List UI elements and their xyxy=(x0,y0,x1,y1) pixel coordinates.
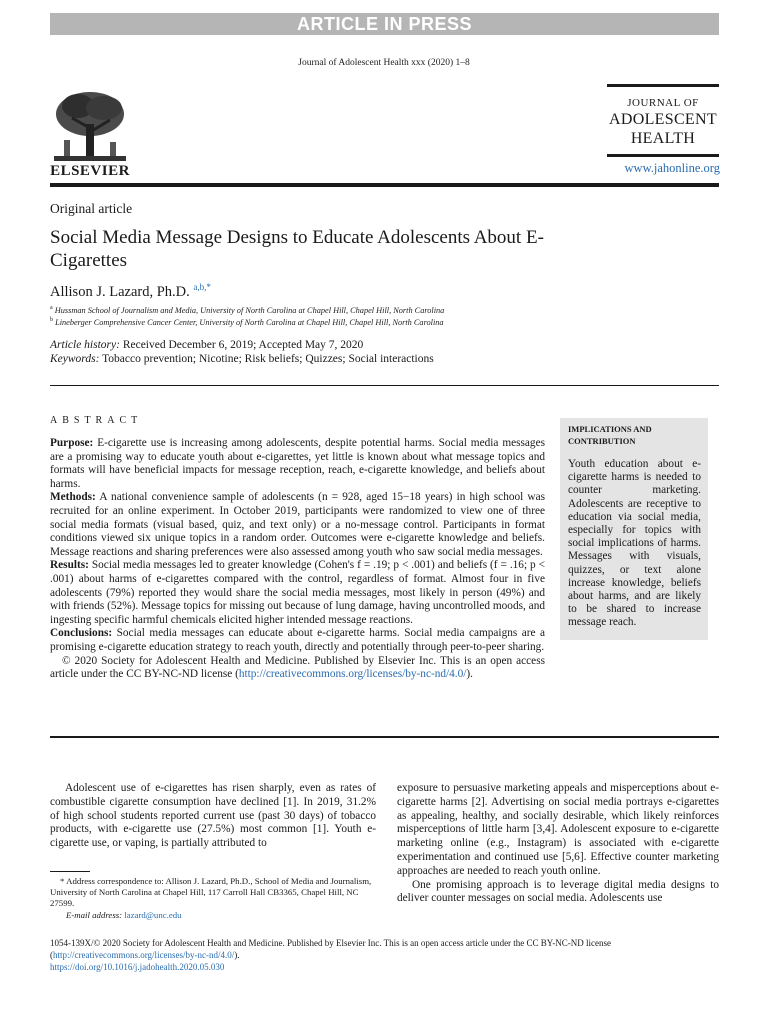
masthead-line-3: HEALTH xyxy=(630,130,696,147)
copyright-end: ). xyxy=(466,668,474,681)
header-divider xyxy=(50,183,719,187)
article-in-press-banner: ARTICLE IN PRESS xyxy=(50,13,719,35)
conclusions-label: Conclusions: xyxy=(50,627,113,640)
masthead-line-1: JOURNAL OF xyxy=(627,97,699,109)
abstract-body xyxy=(50,437,545,682)
copyright-text: © 2020 Society for Adolescent Health and Medicine. Published by Elsevier Inc. This is an open access article under the CC BY-NC-ND license ( xyxy=(50,654,545,681)
affiliation-a xyxy=(50,305,444,315)
abstract-copyright xyxy=(50,655,545,682)
footer-license-link[interactable]: http://creativecommons.org/licenses/by-nc-nd/4.0/ xyxy=(53,950,235,960)
abstract-methods xyxy=(50,491,545,559)
masthead-line-2: ADOLESCENT xyxy=(609,111,717,128)
author-name: Allison J. Lazard, Ph.D. xyxy=(50,283,190,300)
abstract-top-rule xyxy=(50,385,719,386)
doi-link[interactable]: https://doi.org/10.1016/j.jadohealth.2020.05.030 xyxy=(50,962,225,972)
affiliation-mark: b xyxy=(50,317,53,323)
results-text: Social media messages led to greater knowledge (Cohen's f = .19; p < .001) and beliefs (f = .16; p < .001) about harms of e-cigarettes compared with the control, regardless of format. Almost four in five adolescents (79%) reported they would share the social media messages, most likely in person (49%) and with friends (52%). Message topics for missing out because of lung damage, having uncontrolled moods, and ingesting specific harmful chemicals elicited higher intended message reactions. xyxy=(50,559,545,626)
journal-citation-line: Journal of Adolescent Health xxx (2020) 1–8 xyxy=(298,58,470,68)
footnote-rule xyxy=(50,871,90,872)
history-label: Article history: xyxy=(50,339,120,351)
keywords-text: Tobacco prevention; Nicotine; Risk beliefs; Quizzes; Social interactions xyxy=(102,353,434,365)
purpose-label: Purpose: xyxy=(50,437,94,449)
abstract-bottom-rule xyxy=(50,736,719,738)
intro-paragraph: Adolescent use of e-cigarettes has risen sharply, even as rates of combustible cigarette consumption have declined [1]. In 2019, 31.2% of high school students reported current use (past 30 days) of tobacco products, with e-cigarette use (27.5%) most common [1]. Youth e-cigarette use, or vaping, is partially attributed to xyxy=(50,782,376,850)
page-footer xyxy=(50,937,719,973)
conclusions-text: Social media messages can educate about e-cigarette harms. Social media campaigns are a promising e-cigarette education strategy to reach youth, directly and potentially through peer-to-peer sharing. xyxy=(50,627,545,653)
correspondence-footnote xyxy=(50,876,376,921)
abstract-heading: ABSTRACT xyxy=(50,415,143,426)
body-paragraph: exposure to persuasive marketing appeals and misperceptions about e-cigarette harms [2]. Advertising on social media portrays e-cigarettes as appealing, healthy, and socially desirable, which likely reinforces misperceptions of little harm [3,4]. Adolescent exposure to e-cigarette marketing online (e.g., Instagram) is associated with e-cigarette experimentation and continued use [5,6]. Effective counter marketing approaches are needed to reach youth online. xyxy=(397,782,719,877)
body-column-right xyxy=(397,782,719,906)
author-affiliation-marks[interactable]: a,b,* xyxy=(193,282,211,292)
journal-website-link[interactable]: www.jahonline.org xyxy=(624,161,720,175)
abstract-results xyxy=(50,559,545,627)
footer-license-line xyxy=(50,937,719,961)
affiliation-text: Hussman School of Journalism and Media, University of North Carolina at Chapel Hill, Chapel Hill, North Carolina xyxy=(54,305,445,315)
email-label: E-mail address: xyxy=(66,909,123,920)
abstract-purpose xyxy=(50,437,545,491)
footnote-email-line xyxy=(50,910,376,921)
license-link[interactable]: http://creativecommons.org/licenses/by-nc-nd/4.0/ xyxy=(238,668,467,681)
email-link[interactable]: lazard@unc.edu xyxy=(124,909,182,920)
body-paragraph: One promising approach is to leverage digital media designs to deliver counter messages on social media. Adolescents use xyxy=(397,878,719,905)
article-title: Social Media Message Designs to Educate Adolescents About E-Cigarettes xyxy=(50,227,544,271)
results-label: Results: xyxy=(50,559,89,572)
implications-body: Youth education about e-cigarette harms is needed to counter marketing. Adolescents are receptive to education via social media, especially for topics with social implications of harms. Messages with visuals, quizzes, or text alone increase knowledge, beliefs about harms, and are likely to be shared to increase message reach. xyxy=(568,458,701,629)
masthead-rule-bottom xyxy=(607,154,719,157)
methods-text: A national convenience sample of adolescents (n = 928, aged 15−18 years) in high school was recruited for an online experiment. In October 2019, participants were randomized to view one of three social media formats (visual based, quiz, and text only) or a no-message control. Participants in format conditions viewed six unique topics in a random order. Outcomes were e-cigarette knowledge and beliefs. Message reactions and sharing preferences were also assessed among youth who saw social media messages. xyxy=(50,491,546,558)
article-type: Original article xyxy=(50,201,133,216)
methods-label: Methods: xyxy=(50,491,96,504)
implications-title: IMPLICATIONS AND CONTRIBUTION xyxy=(568,424,652,446)
purpose-text: E-cigarette use is increasing among adolescents, despite potential harms. Social media messages are a promising way to educate youth about e-cigarettes, yet little is known about what message topics and formats will have beneficial impacts for message reception, reach, e-cigarette knowledge, and beliefs about harms. xyxy=(50,437,545,490)
affiliation-text: Lineberger Comprehensive Cancer Center, University of North Carolina at Chapel Hill, Chapel Hill, North Carolina xyxy=(55,317,444,327)
history-text: Received December 6, 2019; Accepted May 7, 2020 xyxy=(122,339,364,351)
masthead-rule-top xyxy=(607,84,719,87)
abstract-conclusions xyxy=(50,627,545,654)
affiliation-mark: a xyxy=(50,305,53,311)
footnote-text: * Address correspondence to: Allison J. Lazard, Ph.D., School of Media and Journalism, University of North Carolina at Chapel Hill, 117 Carroll Hall CB3365, Chapel Hill, NC 27599. xyxy=(50,876,372,909)
author-line xyxy=(50,282,211,301)
footer-text-end: ). xyxy=(234,950,240,960)
footer-text: 1054-139X/© 2020 Society for Adolescent Health and Medicine. Published by Elsevier Inc. This is an open access article under the CC BY-NC-ND license ( xyxy=(50,938,612,960)
elsevier-tree-icon xyxy=(50,88,130,164)
keywords-label: Keywords: xyxy=(50,353,100,365)
keywords xyxy=(50,353,434,365)
body-column-left xyxy=(50,782,376,851)
affiliation-b xyxy=(50,317,444,327)
article-history xyxy=(50,339,363,351)
publisher-name: ELSEVIER xyxy=(50,163,130,179)
